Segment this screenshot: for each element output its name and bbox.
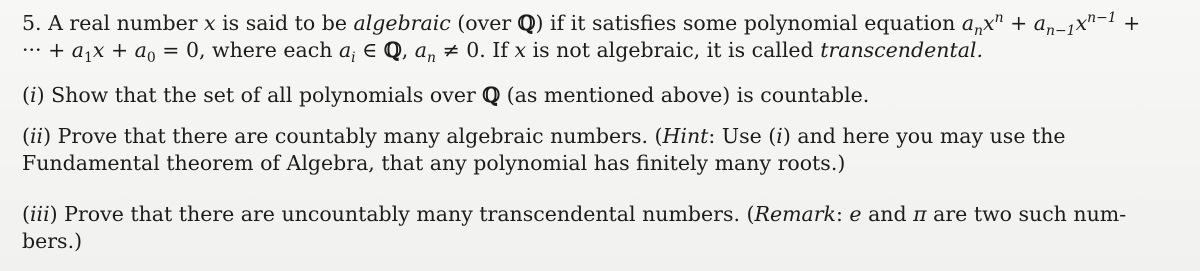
problem-statement-line-2: ··· + $a_1x + a_0 = 0$, where each $a_i$ ∈ ℚ, $a_n \ne 0$. If x is not algebraic, it is called transcendental. — [22, 38, 983, 64]
part-iii-line-1: (iii) Prove that there are uncountably many transcendental numbers. (Remark: e and π are two such num- — [22, 202, 1127, 226]
part-iii-line-2: bers.) — [22, 229, 83, 253]
part-i: (i) Show that the set of all polynomials over ℚ (as mentioned above) is countable. — [22, 83, 870, 107]
problem-statement-line-1: 5. A real number x is said to be algebraic (over ℚ) if it satisfies some polynomial equation $a_nx^n + a_{n-1}x^{n-1}$ + — [22, 10, 1141, 37]
part-ii-line-2: Fundamental theorem of Algebra, that any polynomial has finitely many roots.) — [22, 151, 846, 175]
problem-number: 5. — [22, 11, 42, 35]
part-ii-line-1: (ii) Prove that there are countably many algebraic numbers. (Hint: Use (i) and here you may use the — [22, 124, 1066, 148]
